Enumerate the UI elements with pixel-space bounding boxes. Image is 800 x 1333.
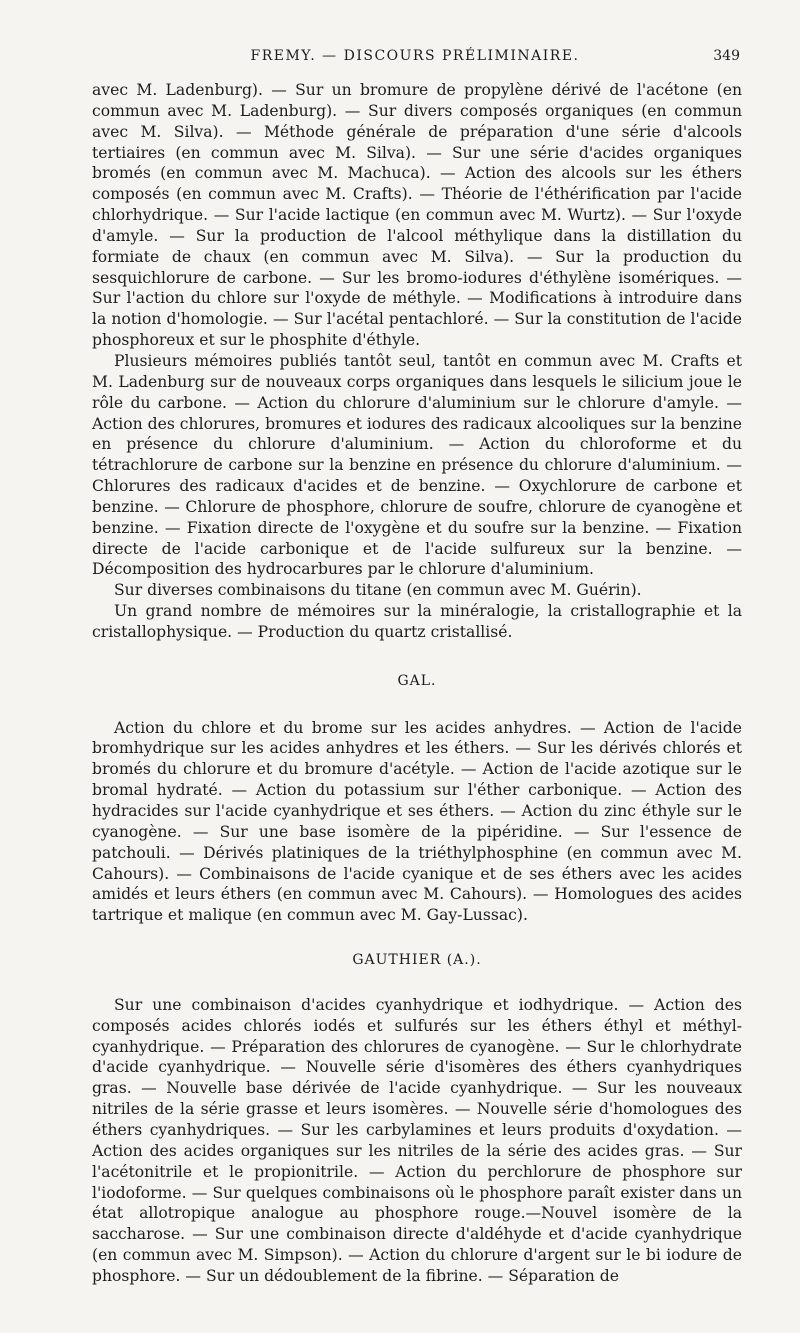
paragraph: Sur diverses combinaisons du titane (en commun avec M. Guérin).: [114, 581, 642, 600]
section-paragraph: Action du chlore et du brome sur les acides anhydres. — Action de l'acide bromhydrique sur les acides anhydres et les éthers. — Sur les dérivés chlorés et bromés du chlorure et du bromure d'acétyle. — Action de l'acide azotique sur le bromal hydraté. — Action du potassium sur l'éther carbonique. — Action des hydracides sur l'acide cyanhydrique et ses éthers. — Action du zinc éthyle sur le cyanogène. — Sur une base isomère de la pipéridine. — Sur l'essence de patchouli. — Dérivés platiniques de la triéthylphosphine (en commun avec M. Cahours). — Combinaisons de l'acide cyanique et de ses éthers avec les acides amidés et leurs éthers (en commun avec M. Cahours). — Homologues des acides tartrique et malique (en commun avec M. Gay-Lussac).: [92, 718, 742, 925]
section-heading-gauthier: GAUTHIER (A.).: [352, 952, 482, 969]
section-paragraph: Sur une combinaison d'acides cyanhydrique et iodhydrique. — Action des composés acides chlorés iodés et sulfurés sur les éthers éthyl et méthyl-cyanhydrique. — Préparation des chlorures de cyanogène. — Sur le chlorhydrate d'acide cyanhydrique. — Nouvelle série d'isomères des éthers cyanhydriques gras. — Nouvelle base dérivée de l'acide cyanhydrique. — Sur les nouveaux nitriles de la série grasse et leurs isomères. — Nouvelle série d'homologues des éthers cyanhydriques. — Sur les carbylamines et leurs produits d'oxydation. — Action des acides organiques sur les nitriles de la série des acides gras. — Sur l'acétonitrile et le propionitrile. — Action du perchlorure de phosphore sur l'iodoforme. — Sur quelques combinaisons où le phosphore paraît exister dans un état allotropique analogue au phosphore rouge.—Nouvel isomère de la saccharose. — Sur une combinaison directe d'aldéhyde et d'acide cyanhydrique (en commun avec M. Simpson). — Action du chlorure d'argent sur le bi iodure de phosphore. — Sur un dédoublement de la fibrine. — Séparation de: [92, 995, 742, 1285]
paragraph: avec M. Ladenburg). — Sur un bromure de propylène dérivé de l'acétone (en commun avec M. Ladenburg). — Sur divers composés organiques (en commun avec M. Silva). — Méthode générale de préparation d'une série d'alcools tertiaires (en commun avec M. Silva). — Sur une série d'acides organiques bromés (en commun avec M. Machuca). — Action des alcools sur les éthers composés (en commun avec M. Crafts). — Théorie de l'éthérification par l'acide chlorhydrique. — Sur l'acide lactique (en commun avec M. Wurtz). — Sur l'oxyde d'amyle. — Sur la production de l'alcool méthylique dans la distillation du formiate de chaux (en commun avec M. Silva). — Sur la production du sesquichlorure de carbone. — Sur les bromo-iodures d'éthylène isomériques. — Sur l'action du chlore sur l'oxyde de méthyle. — Modifications à introduire dans la notion d'homologie. — Sur l'acétal pentachloré. — Sur la constitution de l'acide phosphoreux et sur le phosphite d'éthyle.: [92, 81, 742, 350]
paragraph: Plusieurs mémoires publiés tantôt seul, tantôt en commun avec M. Crafts et M. Ladenburg sur de nouveaux corps organiques dans lesquels le silicium joue le rôle du carbone. — Action du chlorure d'aluminium sur le chlorure d'amyle. — Action des chlorures, bromures et iodures des radicaux alcooliques sur la benzine en présence du chlorure d'aluminium. — Action du chloroforme et du tétrachlorure de carbone sur la benzine en présence du chlorure d'aluminium. — Chlorures des radicaux d'acides et de benzine. — Oxychlorure de carbone et benzine. — Chlorure de phosphore, chlorure de soufre, chlorure de cyanogène et benzine. — Fixation directe de l'oxygène et du soufre sur la benzine. — Fixation directe de l'acide carbonique et de l'acide sulfureux sur la benzine. — Décomposition des hydrocarbures par le chlorure d'aluminium.: [92, 351, 742, 579]
section-heading-gal: GAL.: [397, 672, 437, 689]
page-number: 349: [713, 48, 740, 64]
paragraph: Un grand nombre de mémoires sur la minéralogie, la cristallographie et la cristallophysique. — Production du quartz cristallisé.: [92, 602, 742, 641]
body-text: [92, 80, 742, 1287]
page-header: [90, 48, 740, 72]
running-title: FREMY. — DISCOURS PRÉLIMINAIRE.: [250, 48, 580, 64]
